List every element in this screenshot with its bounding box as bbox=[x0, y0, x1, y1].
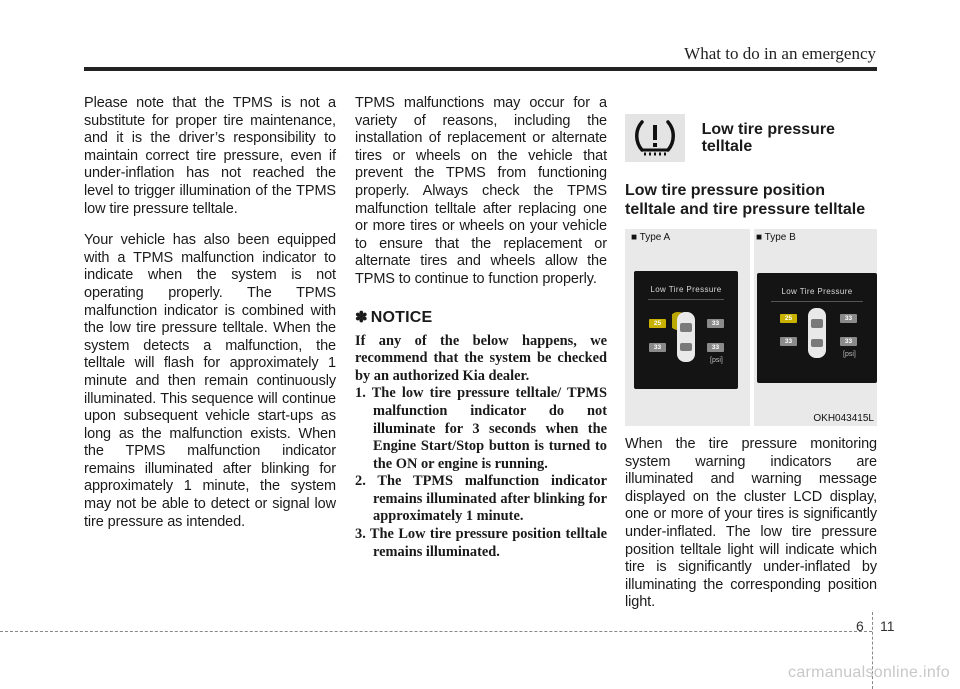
pressure-unit: [psi] bbox=[710, 357, 723, 364]
notice-mark-icon: ✽ bbox=[355, 308, 368, 326]
type-a-screen-title: Low Tire Pressure bbox=[650, 285, 722, 294]
chapter-number: 6 bbox=[856, 618, 864, 634]
screen-rule bbox=[771, 301, 863, 302]
notice-item: 2. The TPMS malfunction indicator remains illuminated after blinking for approximately 1 minute. bbox=[355, 473, 607, 525]
col2-paragraph-1: TPMS malfunctions may occur for a variety of reasons, including the installation of replacement or alternate tires or wheels on the vehicle that prevent the TPMS from functioning properly. Always check the TPMS malfunction telltale after replacing one or more tires or wheels on your vehicle to ensure that the replacement or alternate tires and wheels allow the TPMS to continue to function properly. bbox=[355, 95, 607, 287]
header-rule bbox=[84, 67, 877, 71]
pressure-unit: [psi] bbox=[843, 351, 856, 358]
page-number: 11 bbox=[880, 618, 895, 634]
watermark: carmanualsonline.info bbox=[788, 664, 950, 681]
type-a-lcd-screen bbox=[634, 271, 738, 389]
car-top-view-icon bbox=[803, 305, 831, 361]
tire-front-left: 25 bbox=[649, 319, 666, 328]
tire-rear-right: 33 bbox=[707, 343, 724, 352]
low-tire-pressure-telltale-icon bbox=[625, 114, 685, 162]
notice-item: 1. The low tire pressure telltale/ TPMS malfunction indicator do not illuminate for 3 seconds when the Engine Start/Stop button is turned to the ON or engine is running. bbox=[355, 385, 607, 472]
notice-list bbox=[355, 385, 607, 561]
running-header-title: What to do in an emergency bbox=[684, 44, 876, 63]
type-b-lcd-screen bbox=[757, 273, 877, 383]
tire-rear-left: 33 bbox=[649, 343, 666, 352]
type-b-screen-title: Low Tire Pressure bbox=[781, 287, 853, 296]
footer-rule bbox=[0, 631, 872, 632]
tire-front-left: 25 bbox=[780, 314, 797, 323]
tire-rear-left: 33 bbox=[780, 337, 797, 346]
telltale-row bbox=[625, 106, 877, 170]
col3-paragraph-1: When the tire pressure monitoring system warning indicators are illuminated and warning message displayed on the cluster LCD display, one or more of your tires is significantly under-inflated. The low tire pressure position telltale light will indicate which tire is significantly under-inflated by illuminating the corresponding position light. bbox=[625, 436, 877, 611]
notice-heading-text: NOTICE bbox=[370, 308, 433, 326]
column-2 bbox=[355, 95, 607, 561]
notice-heading bbox=[355, 308, 607, 327]
col1-paragraph-1: Please note that the TPMS is not a substitute for proper tire maintenance, and it is the driver’s responsibility to maintain correct tire pressure, even if under-inflation has not reached the level to trigger illumination of the TPMS low tire pressure telltale. bbox=[84, 95, 336, 217]
section-heading: Low tire pressure position telltale and tire pressure telltale bbox=[625, 182, 866, 218]
tire-front-right: 33 bbox=[707, 319, 724, 328]
column-3 bbox=[625, 106, 877, 626]
figure-code: OKH043415L bbox=[813, 413, 874, 424]
screen-rule bbox=[648, 299, 724, 300]
car-top-view-icon bbox=[672, 309, 700, 365]
tire-front-right: 33 bbox=[840, 314, 857, 323]
notice-intro: If any of the below happens, we recommend that the system be checked by an authorized Kia dealer. bbox=[355, 332, 607, 384]
tpms-figure bbox=[625, 229, 877, 426]
notice-item: 3. The Low tire pressure position telltale remains illuminated. bbox=[355, 526, 607, 560]
column-1 bbox=[84, 95, 336, 545]
type-a-label: ■ Type A bbox=[631, 232, 671, 243]
figure-divider bbox=[750, 229, 754, 426]
type-b-label: ■ Type B bbox=[756, 232, 796, 243]
tire-rear-right: 33 bbox=[840, 337, 857, 346]
col1-paragraph-2: Your vehicle has also been equipped with a TPMS malfunction indicator to indicate when the system is not operating properly. The TPMS malfunction indicator is combined with the low tire pressure telltale. When the system detects a malfunction, the telltale will flash for approximately 1 minute and then remain continuously illuminated. This sequence will continue upon subsequent vehicle start-ups as long as the malfunction exists. When the TPMS malfunction indicator remains illuminated after blinking for approximately 1 minute, the system may not be able to detect or signal low tire pressure as intended. bbox=[84, 232, 336, 530]
telltale-title: Low tire pressure telltale bbox=[701, 121, 835, 155]
